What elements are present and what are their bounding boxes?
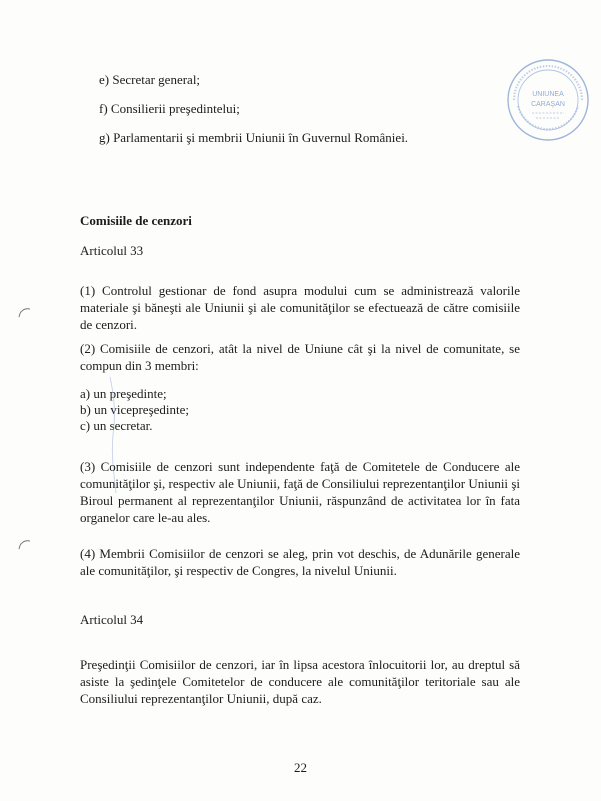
stamp-text-line-2: CARAŞAN bbox=[531, 101, 565, 108]
member-secretary: c) un secretar. bbox=[80, 418, 153, 433]
page-number: 22 bbox=[294, 760, 307, 775]
list-item-parliamentarians: g) Parlamentarii şi membrii Uniunii în Guvernul României. bbox=[99, 130, 409, 145]
section-heading: Comisiile de cenzori bbox=[80, 213, 192, 228]
member-vice-president: b) un vicepreşedinte; bbox=[80, 402, 190, 417]
article-33-title: Articolul 33 bbox=[80, 243, 144, 258]
list-item-secretary: e) Secretar general; bbox=[99, 72, 201, 87]
article-33-paragraph-3: (3) Comisiile de cenzori sunt independente faţă de Comitetele de Conducere ale comunităţilor şi, respectiv ale Uniunii, faţă de Consiliului reprezentanţilor Uniunii şi Biroul permanent al reprezentanţilor Uniunii, răspunzând de activitatea lor în fata organelor care le-au ales. bbox=[80, 459, 520, 525]
official-stamp-icon bbox=[504, 56, 592, 144]
article-33-paragraph-1: (1) Controlul gestionar de fond asupra modului cum se administrează valorile materiale şi băneşti ale Uniunii şi ale comunităţilor se efectuează de către comisiile de cenzori. bbox=[80, 283, 520, 332]
article-33-paragraph-4: (4) Membrii Comisiilor de cenzori se aleg, prin vot deschis, de Adunările generale ale comunităţilor, şi respectiv de Congres, la nivelul Uniunii. bbox=[80, 546, 520, 578]
article-34-paragraph: Preşedinţii Comisiilor de cenzori, iar în lipsa acestora înlocuitorii lor, au dreptul să asiste la şedinţele Comitetelor de conducere ale comunităţilor teritoriale sau ale Consiliului reprezentanţilor Uniunii, după caz. bbox=[80, 657, 520, 706]
article-34-title: Articolul 34 bbox=[80, 612, 144, 627]
list-item-advisers: f) Consilierii preşedintelui; bbox=[99, 101, 240, 116]
stamp-text-line-1: UNIUNEA bbox=[532, 91, 564, 98]
binding-hole-mark bbox=[16, 538, 32, 552]
member-president: a) un preşedinte; bbox=[80, 386, 167, 401]
article-33-paragraph-2: (2) Comisiile de cenzori, atât la nivel de Uniune cât şi la nivel de comunitate, se compun din 3 membri: bbox=[80, 341, 520, 373]
binding-hole-mark bbox=[16, 306, 32, 320]
